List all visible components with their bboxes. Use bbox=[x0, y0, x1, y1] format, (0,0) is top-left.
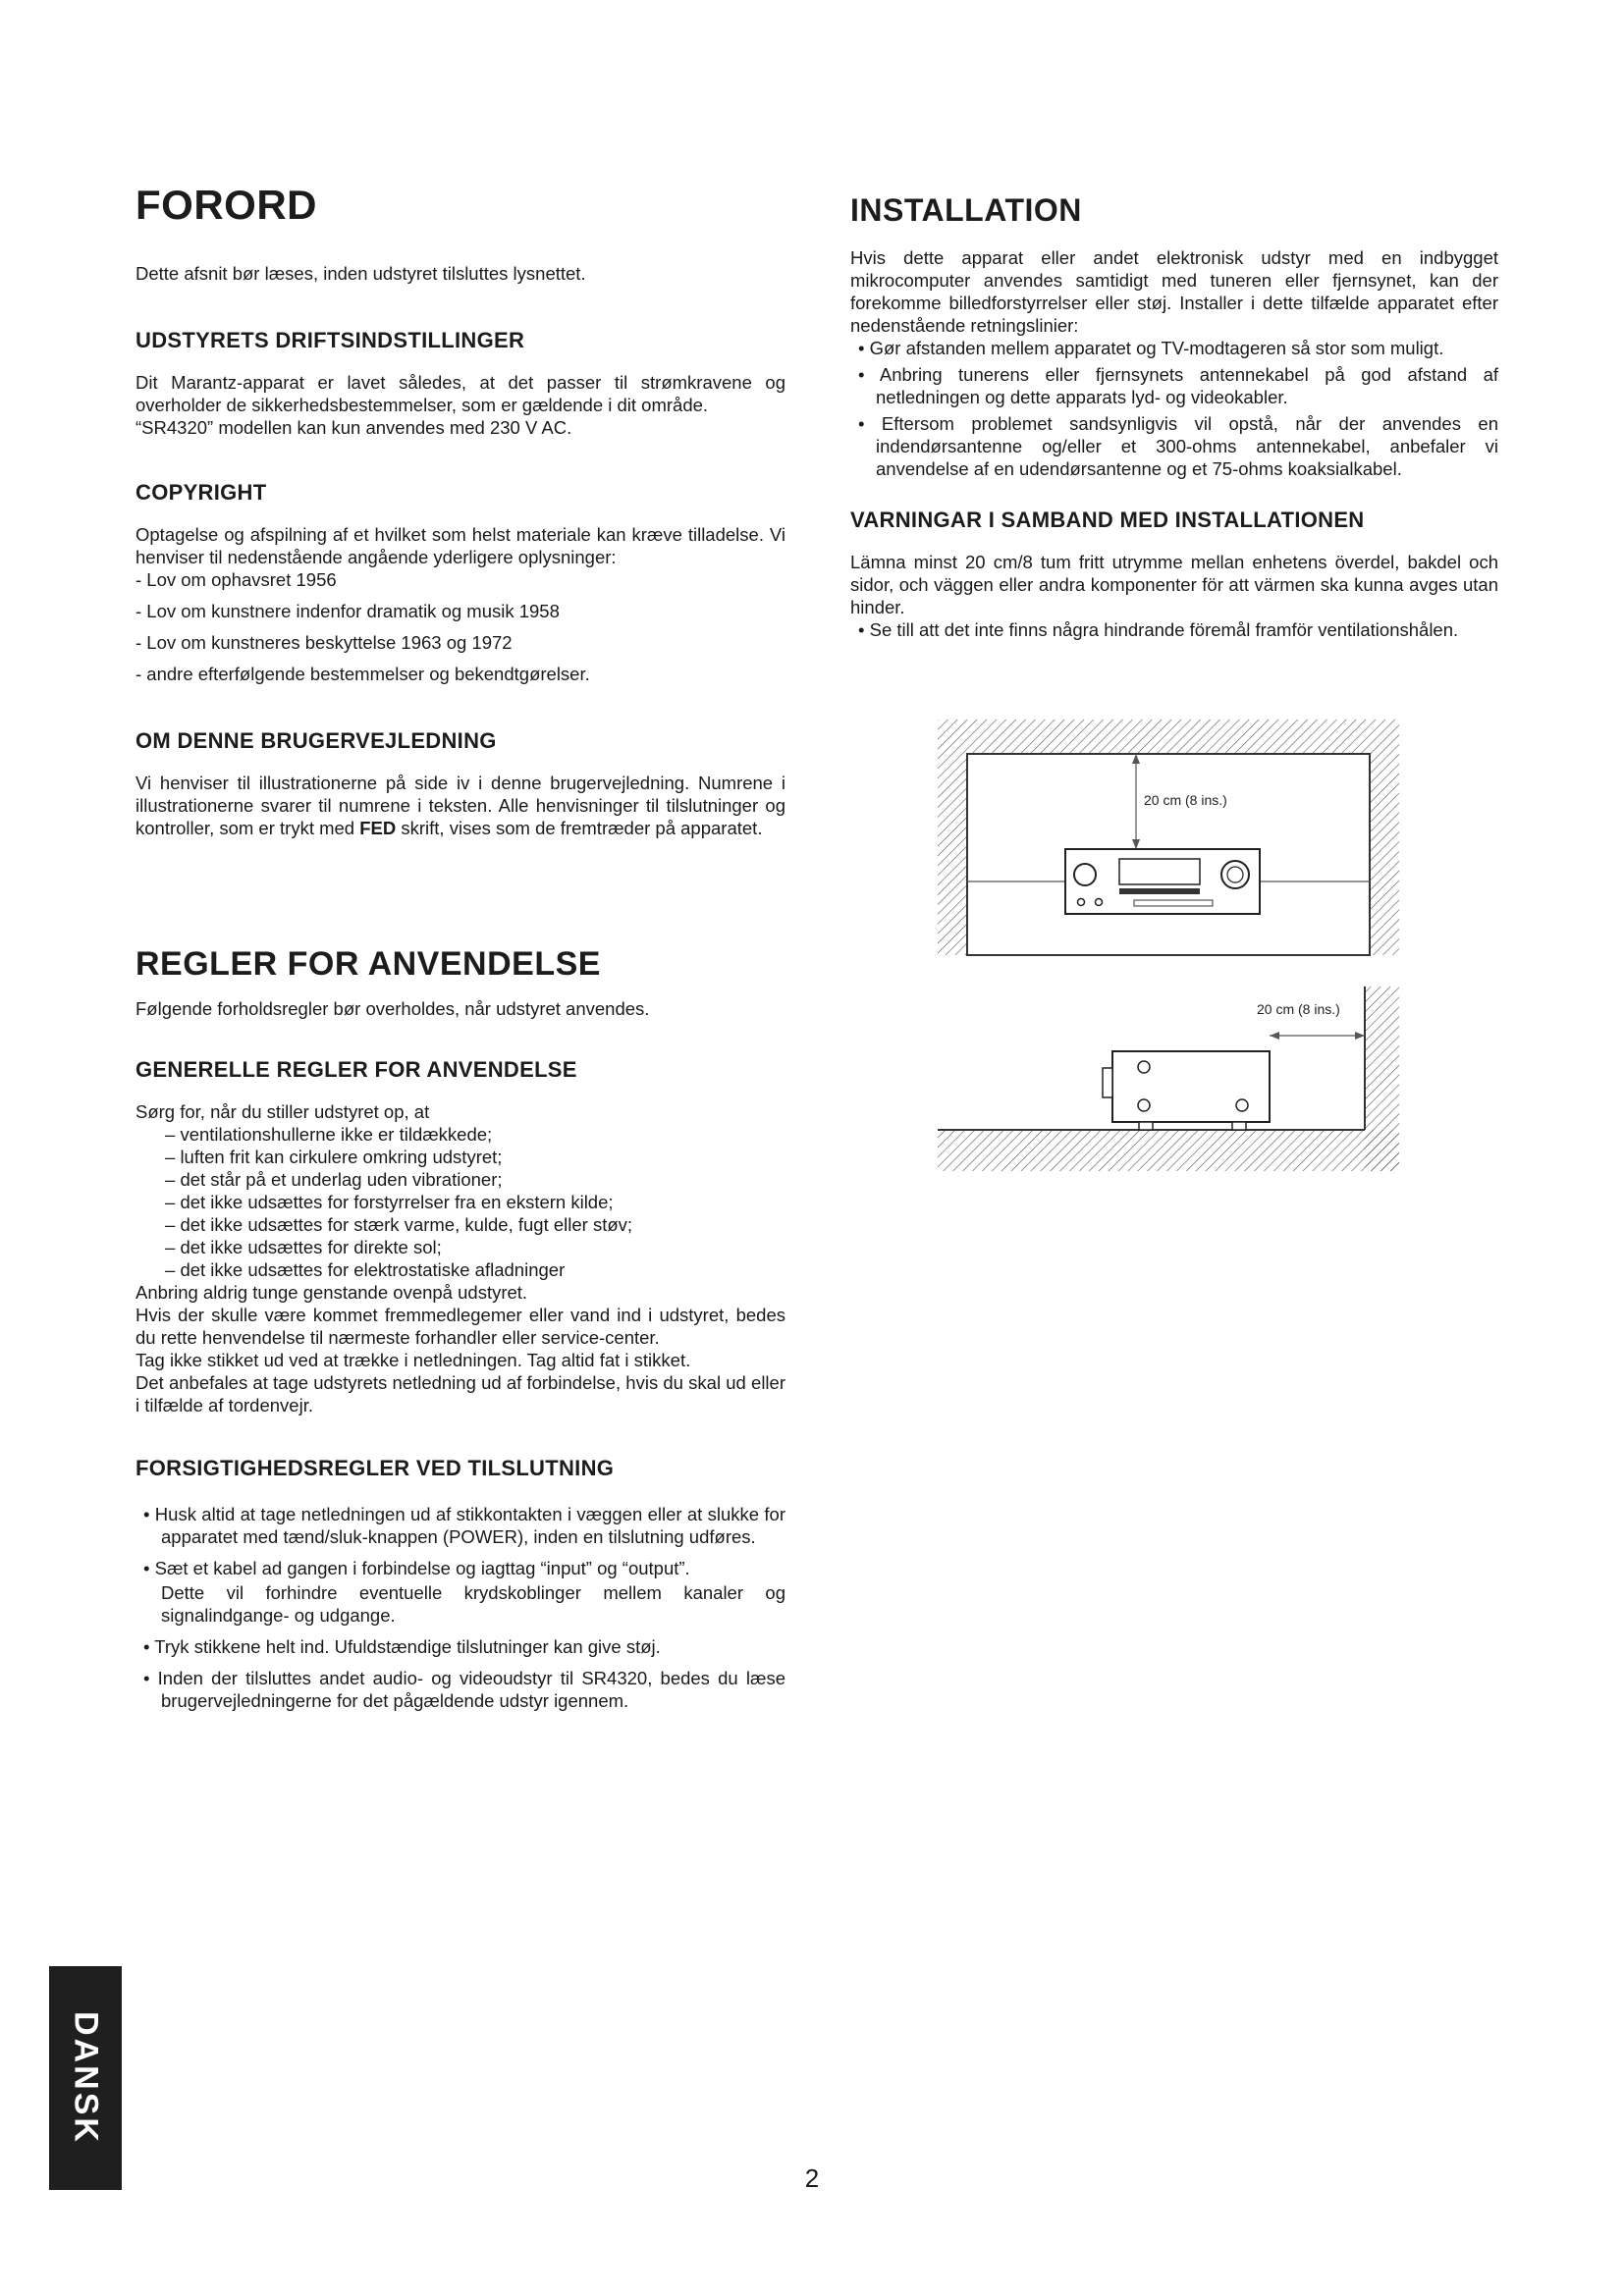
arrow-head-icon bbox=[1355, 1032, 1365, 1040]
brugervejledning-text-a: Vi henviser til illustrationerne på side iv i denne brugervejledning. Numrene i illustrationerne svarer til numrene i teksten. Alle henvisninger til tilslutninger og kontroller, som er trykt med bbox=[135, 773, 785, 838]
list-item: • Anbring tunerens eller fjernsynets antennekabel på god afstand af netledningen og dette apparats lyd- og videokabler. bbox=[858, 364, 1498, 407]
brugervejledning-text bbox=[135, 772, 785, 839]
display-icon bbox=[1119, 859, 1200, 884]
list-item: • Gør afstanden mellem apparatet og TV-modtageren så stor som muligt. bbox=[858, 338, 1444, 358]
front-panel-icon bbox=[1103, 1068, 1112, 1097]
list-item: – ventilationshullerne ikke er tildækkede; bbox=[135, 1123, 785, 1146]
list-item: • Eftersom problemet sandsynligvis vil opstå, når der anvendes en indendørsantenne og/eller et 300-ohms antennekabel, anbefaler vi anvendelse af en udendørsantenne og et 75-ohms koaksialkabel. bbox=[858, 413, 1498, 479]
brugervejledning-text-b: skrift, vises som de fremtræder på apparatet. bbox=[396, 818, 763, 838]
list-item: • Inden der tilsluttes andet audio- og videoudstyr til SR4320, bedes du læse brugervejledningerne for det pågældende udstyr igennem. bbox=[143, 1668, 785, 1711]
brugervejledning-text-bold: FED bbox=[359, 818, 397, 838]
generelle-p1: Anbring aldrig tunge genstande ovenpå udstyret. bbox=[135, 1282, 528, 1303]
installation-heading: INSTALLATION bbox=[850, 192, 1082, 228]
varningar-list bbox=[850, 618, 1498, 641]
generelle-list bbox=[135, 1123, 785, 1281]
receiver-side-icon bbox=[1112, 1051, 1270, 1122]
driftsindstillinger-text: Dit Marantz-apparat er lavet således, at det passer til strømkravene og overholder de sikkerhedsbestemmelser, som er gældende i dit område. bbox=[135, 372, 785, 415]
copyright-list bbox=[135, 568, 785, 685]
left-column bbox=[135, 182, 785, 1721]
side-view bbox=[938, 987, 1399, 1171]
list-item: – luften frit kan cirkulere omkring udstyret; bbox=[135, 1146, 785, 1168]
page-number: 2 bbox=[804, 2163, 820, 2193]
foot-icon bbox=[1232, 1122, 1246, 1130]
list-item: • Tryk stikkene helt ind. Ufuldstændige tilslutninger kan give støj. bbox=[143, 1636, 661, 1657]
copyright-text: Optagelse og afspilning af et hvilket som helst materiale kan kræve tilladelse. Vi henviser til nedenstående angående yderligere oplysninger: bbox=[135, 524, 785, 567]
list-item: – det ikke udsættes for elektrostatiske afladninger bbox=[135, 1258, 785, 1281]
forord-heading: FORORD bbox=[135, 182, 317, 228]
list-item: • Se till att det inte finns några hindrande föremål framför ventilationshålen. bbox=[858, 619, 1459, 640]
list-item: – det ikke udsættes for stærk varme, kulde, fugt eller støv; bbox=[135, 1213, 785, 1236]
front-clearance-label: 20 cm (8 ins.) bbox=[1144, 792, 1227, 808]
generelle-p2: Hvis der skulle være kommet fremmedlegemer eller vand ind i udstyret, bedes du rette henvendelse til nærmeste forhandler eller service-center. bbox=[135, 1305, 785, 1348]
generelle-heading: GENERELLE REGLER FOR ANVENDELSE bbox=[135, 1057, 577, 1082]
side-clearance-label: 20 cm (8 ins.) bbox=[1257, 1001, 1340, 1017]
generelle-p3: Tag ikke stikket ud ved at trække i netledningen. Tag altid fat i stikket. bbox=[135, 1350, 691, 1370]
arrow-head-icon bbox=[1270, 1032, 1279, 1040]
front-view bbox=[938, 720, 1399, 955]
list-item: - Lov om kunstneres beskyttelse 1963 og 1972 bbox=[135, 632, 513, 653]
generelle-lead: Sørg for, når du stiller udstyret op, at bbox=[135, 1101, 430, 1122]
language-tab-label: DANSK bbox=[67, 2011, 105, 2145]
list-item: – det ikke udsættes for direkte sol; bbox=[135, 1236, 785, 1258]
volume-knob-inner-icon bbox=[1227, 867, 1243, 882]
forord-intro: Dette afsnit bør læses, inden udstyret tilsluttes lysnettet. bbox=[135, 263, 586, 284]
button-row-icon bbox=[1134, 900, 1213, 906]
driftsindstillinger-heading: UDSTYRETS DRIFTSINDSTILLINGER bbox=[135, 328, 525, 352]
forsigtighed-heading: FORSIGTIGHEDSREGLER VED TILSLUTNING bbox=[135, 1456, 615, 1480]
list-item: • Sæt et kabel ad gangen i forbindelse og iagttag “input” og “output”. bbox=[143, 1558, 690, 1578]
list-item: – det står på et underlag uden vibrationer; bbox=[135, 1168, 785, 1191]
clearance-diagram bbox=[938, 720, 1399, 1171]
regler-intro: Følgende forholdsregler bør overholdes, når udstyret anvendes. bbox=[135, 998, 650, 1019]
foot-icon bbox=[1139, 1122, 1153, 1130]
list-item: • Husk altid at tage netledningen ud af stikkontakten i væggen eller at slukke for apparatet med tænd/sluk-knappen (POWER), inden en tilslutning udføres. bbox=[143, 1504, 785, 1547]
varningar-text: Lämna minst 20 cm/8 tum fritt utrymme mellan enhetens överdel, bakdel och sidor, och väggen eller andra komponenter för att värmen ska kunna avges utan hinder. bbox=[850, 552, 1498, 617]
forsigtighed-list bbox=[135, 1503, 785, 1712]
driftsindstillinger-model-note: “SR4320” modellen kan kun anvendes med 230 V AC. bbox=[135, 417, 572, 438]
right-column bbox=[850, 192, 1498, 645]
floor-hatch bbox=[938, 1130, 1399, 1171]
generelle-p4: Det anbefales at tage udstyrets netledning ud af forbindelse, hvis du skal ud eller i tilfælde af tordenvejr. bbox=[135, 1372, 785, 1415]
list-item: - Lov om kunstnere indenfor dramatik og musik 1958 bbox=[135, 601, 560, 621]
language-tab bbox=[49, 1966, 122, 2190]
list-item: - Lov om ophavsret 1956 bbox=[135, 569, 337, 590]
varningar-heading: VARNINGAR I SAMBAND MED INSTALLATIONEN bbox=[850, 507, 1365, 532]
installation-list bbox=[850, 337, 1498, 480]
knob-icon bbox=[1074, 864, 1096, 885]
brugervejledning-heading: OM DENNE BRUGERVEJLEDNING bbox=[135, 728, 497, 753]
installation-text: Hvis dette apparat eller andet elektronisk udstyr med en indbygget mikrocomputer anvendes samtidigt med tuneren eller fjernsynet, kan der forekomme billedforstyrrelser eller støj. Installer i dette tilfælde apparatet efter nedenstående retningslinier: bbox=[850, 247, 1498, 336]
list-item-note: Dette vil forhindre eventuelle krydskoblinger mellem kanaler og signalindgange- og udgange. bbox=[161, 1582, 785, 1626]
copyright-heading: COPYRIGHT bbox=[135, 480, 267, 505]
button-row-icon bbox=[1119, 888, 1200, 894]
list-item: - andre efterfølgende bestemmelser og bekendtgørelser. bbox=[135, 664, 590, 684]
list-item: – det ikke udsættes for forstyrrelser fra en ekstern kilde; bbox=[135, 1191, 785, 1213]
regler-heading: REGLER FOR ANVENDELSE bbox=[135, 945, 601, 983]
